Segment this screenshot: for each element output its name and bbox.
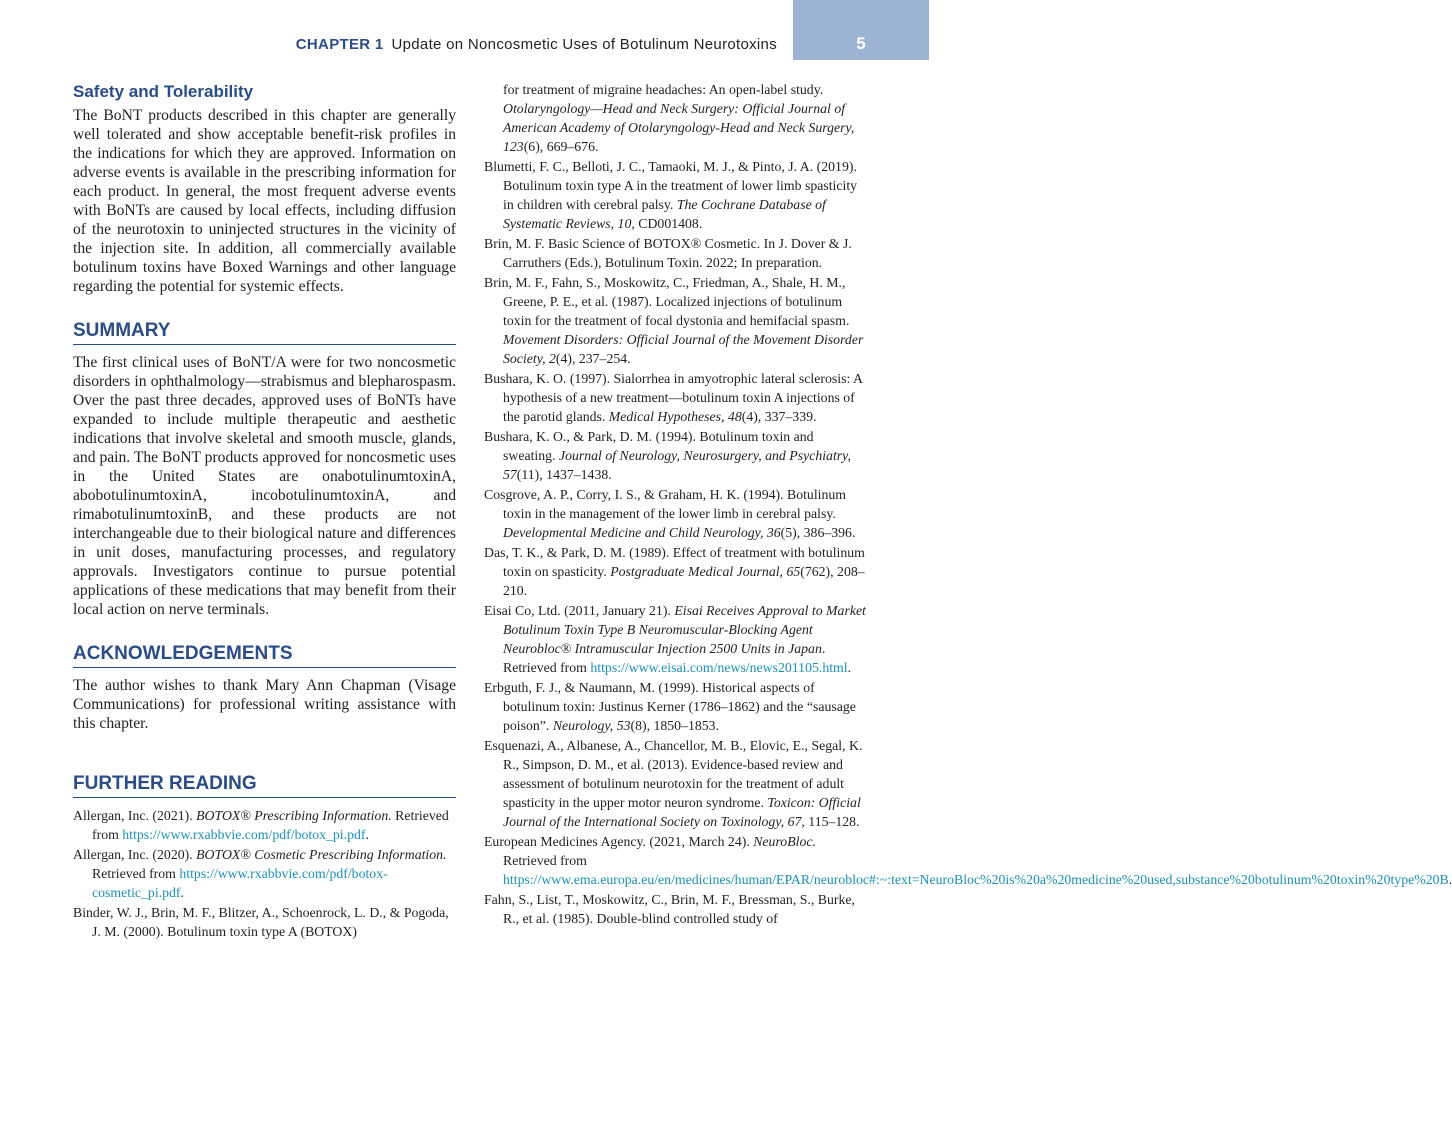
ref-journal: BOTOX® Prescribing Information. bbox=[196, 808, 392, 823]
ref-text: . bbox=[365, 827, 369, 842]
running-header bbox=[296, 36, 777, 53]
ref-journal: The Cochrane Database of Systematic Reviews, 10 bbox=[503, 197, 826, 231]
left-column bbox=[73, 80, 456, 942]
reference-continuation bbox=[484, 80, 869, 156]
ref-journal: NeuroBloc. bbox=[753, 834, 816, 849]
safety-paragraph: The BoNT products described in this chapter are generally well tolerated and show acceptable benefit-risk profiles in the indications for which they are approved. Information on adverse events is available in the prescribing information for each product. In general, the most frequent adverse events with BoNTs are caused by local effects, including diffusion of the neurotoxin to uninjected structures in the vicinity of the injection site. In addition, all commercially available botulinum toxins have Boxed Warnings and other language regarding the potential for systemic effects. bbox=[73, 107, 456, 295]
further-reading-heading: FURTHER READING bbox=[73, 773, 456, 798]
reference-item bbox=[484, 832, 1452, 889]
ref-text: Eisai Co, Ltd. (2011, January 21). bbox=[484, 603, 675, 618]
reference-item bbox=[484, 369, 869, 426]
ref-link[interactable]: https://www.ema.europa.eu/en/medicines/human/EPAR/neurobloc#:~:text=NeuroBloc%20is%20a%20medicine%20used,substance%20botulinum%20toxin%20type%20B bbox=[503, 872, 1449, 887]
ref-text: Blumetti, F. C., Belloti, J. C., Tamaoki, M. J., & Pinto, J. A. (2019). Botulinum toxin type A in the treatment of lower limb spasticity in children with cerebral palsy. bbox=[484, 159, 858, 212]
ref-text: Das, T. K., & Park, D. M. (1989). Effect of treatment with botulinum toxin on spasticity. bbox=[484, 545, 865, 579]
ref-text: Brin, M. F. Basic Science of BOTOX® Cosmetic. In J. Dover & J. Carruthers (Eds.), Botulinum Toxin. 2022; In preparation. bbox=[484, 236, 852, 270]
reference-item bbox=[484, 234, 869, 272]
ref-text: Allergan, Inc. (2020). bbox=[73, 847, 197, 862]
ref-journal: Journal of Neurology, Neurosurgery, and Psychiatry, 57 bbox=[503, 448, 851, 482]
ref-text: Bushara, K. O., & Park, D. M. (1994). Botulinum toxin and sweating. bbox=[484, 429, 814, 463]
safety-heading: Safety and Tolerability bbox=[73, 82, 254, 101]
ref-journal: Eisai Receives Approval to Market Botulinum Toxin Type B Neuromuscular-Blocking Agent Neurobloc® Intramuscular Injection 2500 Units in Japan bbox=[503, 603, 866, 656]
ref-text: Allergan, Inc. (2021). bbox=[73, 808, 197, 823]
reference-item bbox=[73, 903, 456, 941]
ref-text: Binder, W. J., Brin, M. F., Blitzer, A., Schoenrock, L. D., & Pogoda, J. M. (2000). Botulinum toxin type A (BOTOX) bbox=[73, 905, 449, 939]
page-number-tab bbox=[793, 0, 929, 60]
reference-item bbox=[484, 736, 869, 831]
ref-journal: BOTOX® Cosmetic Prescribing Information. bbox=[196, 847, 447, 862]
reference-item bbox=[484, 890, 869, 928]
reference-item bbox=[73, 806, 456, 844]
ref-text: Brin, M. F., Fahn, S., Moskowitz, C., Friedman, A., Shale, H. M., Greene, P. E., et al. (1987). Localized injections of botulinum toxin for the treatment of focal dystonia and hemifacial spasm. bbox=[484, 275, 850, 328]
ref-text: (762), 208–210. bbox=[503, 564, 865, 598]
reference-item bbox=[73, 845, 456, 902]
chapter-title: Update on Noncosmetic Uses of Botulinum Neurotoxins bbox=[391, 36, 777, 53]
acknowledgements-heading: ACKNOWLEDGEMENTS bbox=[73, 643, 456, 668]
ref-text: Fahn, S., List, T., Moskowitz, C., Brin, M. F., Bressman, S., Burke, R., et al. (1985). Double-blind controlled study of bbox=[484, 892, 855, 926]
right-column bbox=[484, 80, 1452, 929]
ref-text: for treatment of migraine headaches: An open-label study. bbox=[503, 82, 824, 97]
ref-text: (4), 337–339. bbox=[741, 409, 817, 424]
reference-item bbox=[484, 543, 869, 600]
acknowledgements-paragraph: The author wishes to thank Mary Ann Chapman (Visage Communications) for professional writing assistance with this chapter. bbox=[73, 677, 456, 732]
reference-item bbox=[484, 601, 869, 677]
ref-text: Retrieved from bbox=[503, 853, 587, 868]
page-number: 5 bbox=[856, 34, 866, 53]
reference-list-right bbox=[484, 157, 1452, 928]
ref-text: European Medicines Agency. (2021, March 24). bbox=[484, 834, 754, 849]
ref-journal: Medical Hypotheses, 48 bbox=[608, 409, 742, 424]
reference-item bbox=[484, 273, 869, 368]
reference-item bbox=[484, 157, 869, 233]
summary-heading: SUMMARY bbox=[73, 320, 456, 345]
ref-text: Esquenazi, A., Albanese, A., Chancellor, M. B., Elovic, E., Segal, K. R., Simpson, D. M., et al. (2013). Evidence-based review and assessment of botulinum neurotoxin for the treatment of adult spasticity in the upper motor neuron syndrome. bbox=[484, 738, 863, 810]
ref-text: . bbox=[847, 660, 852, 675]
chapter-label: CHAPTER 1 bbox=[295, 36, 384, 53]
ref-text: (6), 669–676. bbox=[523, 139, 599, 154]
ref-text: . bbox=[180, 885, 184, 900]
ref-journal: Postgraduate Medical Journal, 65 bbox=[610, 564, 801, 579]
ref-link[interactable]: https://www.rxabbvie.com/pdf/botox-cosmetic_pi.pdf bbox=[92, 866, 388, 900]
ref-text: , 115–128. bbox=[801, 814, 860, 829]
ref-text: . Retrieved from bbox=[503, 641, 826, 675]
ref-text: . bbox=[1448, 872, 1452, 887]
ref-text: Bushara, K. O. (1997). Sialorrhea in amyotrophic lateral sclerosis: A hypothesis of a new treatment—botulinum toxin A injections of the parotid glands. bbox=[484, 371, 863, 424]
ref-text: Retrieved from bbox=[92, 866, 180, 881]
ref-text: , CD001408. bbox=[631, 216, 703, 231]
reference-item bbox=[484, 678, 869, 735]
summary-paragraph: The first clinical uses of BoNT/A were for two noncosmetic disorders in ophthalmology—strabismus and blepharospasm. Over the past three decades, approved uses of BoNTs have expanded to include multiple therapeutic and aesthetic indications that involve skeletal and smooth muscle, glands, and pain. The BoNT products approved for noncosmetic uses in the United States are onabotulinumtoxinA, abobotulinumtoxinA, incobotulinumtoxinA, and rimabotulinumtoxinB, and these products are not interchangeable due to their biological nature and differences in unit doses, manufacturing processes, and regulatory approvals. Investigators continue to pursue potential applications of these medications that may benefit from their local action on nerve terminals. bbox=[73, 354, 456, 618]
ref-journal: Movement Disorders: Official Journal of the Movement Disorder Society, 2 bbox=[503, 332, 864, 366]
reference-item bbox=[484, 427, 869, 484]
ref-link[interactable]: https://www.rxabbvie.com/pdf/botox_pi.pdf bbox=[122, 827, 366, 842]
reference-list-left bbox=[73, 806, 456, 941]
reference-item bbox=[484, 485, 869, 542]
ref-journal: Toxicon: Official Journal of the International Society on Toxinology, 67 bbox=[503, 795, 861, 829]
ref-text: (11), 1437–1438. bbox=[516, 467, 612, 482]
ref-text: (8), 1850–1853. bbox=[630, 718, 720, 733]
ref-link[interactable]: https://www.eisai.com/news/news201105.html bbox=[590, 660, 848, 675]
ref-text: Cosgrove, A. P., Corry, I. S., & Graham, H. K. (1994). Botulinum toxin in the management of the lower limb in cerebral palsy. bbox=[484, 487, 847, 521]
ref-journal: Neurology, 53 bbox=[552, 718, 631, 733]
ref-text: Erbguth, F. J., & Naumann, M. (1999). Historical aspects of botulinum toxin: Justinus Kerner (1786–1862) and the “sausage poison”. bbox=[484, 680, 856, 733]
ref-text: (4), 237–254. bbox=[555, 351, 631, 366]
ref-journal: Otolaryngology—Head and Neck Surgery: Official Journal of American Academy of Otolaryngology-Head and Neck Surgery, 123 bbox=[503, 101, 855, 154]
ref-text: Retrieved from bbox=[92, 808, 449, 842]
ref-journal: Developmental Medicine and Child Neurology, 36 bbox=[503, 525, 781, 540]
ref-text: (5), 386–396. bbox=[780, 525, 856, 540]
